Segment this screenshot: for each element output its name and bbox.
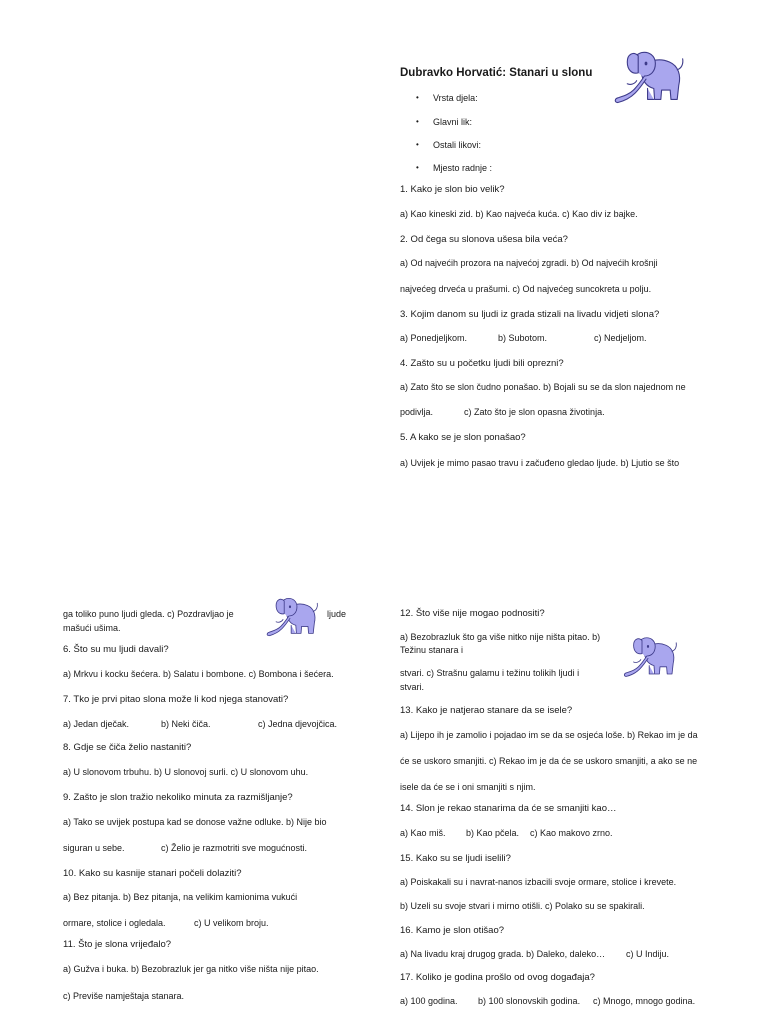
answer-text: isele da će se i oni smanjiti s njim. — [400, 782, 536, 792]
question-text: 13. Kako je natjerao stanare da se isele? — [400, 705, 573, 716]
answer-text: a) Tako se uvijek postupa kad se donose važne odluke. b) Nije bio — [63, 817, 327, 827]
answer-text: c) Mnogo, mnogo godina. — [593, 996, 696, 1006]
elephant-icon — [618, 628, 678, 684]
answer-text: Težinu stanara i — [400, 645, 464, 655]
answer-text: će se uskoro smanjiti. c) Rekao im je da će se uskoro smanjiti, a ako se ne — [400, 756, 698, 766]
bottom-left-section — [63, 600, 363, 1020]
answer-text: b) 100 slonovskih godina. — [478, 996, 581, 1006]
answer-text: b) Kao pčela. — [466, 828, 520, 838]
answer-text: a) Uvijek je mimo pasao travu i začuđeno gledao ljude. b) Ljutio se što — [400, 458, 680, 468]
question-text: 8. Gdje se čiča želio nastaniti? — [63, 742, 192, 753]
answer-text: a) Ponedjeljkom. — [400, 333, 468, 343]
info-item: • Ostali likovi: — [433, 139, 481, 151]
answer-text: a) 100 godina. — [400, 996, 458, 1006]
answer-text: c) Kao makovo zrno. — [530, 828, 613, 838]
answer-text: a) Jedan dječak. — [63, 719, 130, 729]
answer-text: a) Bez pitanja. b) Bez pitanja, na velikim kamionima vukući — [63, 892, 298, 902]
answer-text: c) Zato što je slon opasna životinja. — [464, 407, 605, 417]
elephant-icon — [261, 590, 319, 642]
question-text: 14. Slon je rekao stanarima da će se smanjiti kao… — [400, 803, 617, 814]
answer-text: stvari. — [400, 682, 425, 692]
answer-text: ga toliko puno ljudi gleda. c) Pozdravljao je — [63, 609, 234, 619]
answer-text: a) Kao miš. — [400, 828, 446, 838]
answer-text: a) Na livadu kraj drugog grada. b) Daleko, daleko… — [400, 949, 606, 959]
question-text: 17. Koliko je godina prošlo od ovog događaja? — [400, 972, 595, 983]
answer-text: c) Želio je razmotriti sve mogućnosti. — [161, 843, 308, 853]
question-text: 11. Što je slona vrijeđalo? — [63, 939, 172, 950]
answer-text: najvećeg drveća u prašumi. c) Od najvećeg suncokreta u polju. — [400, 284, 652, 294]
answer-text: podivlja. — [400, 407, 434, 417]
answer-text: a) Kao kineski zid. b) Kao najveća kuća. c) Kao div iz bajke. — [400, 209, 638, 219]
answer-text: a) Od najvećih prozora na najvećoj zgradi. b) Od najvećih krošnji — [400, 258, 658, 268]
question-text: 16. Kamo je slon otišao? — [400, 925, 505, 936]
answer-text: siguran u sebe. — [63, 843, 125, 853]
question-text: 15. Kako su se ljudi iselili? — [400, 853, 511, 864]
elephant-icon — [607, 40, 685, 112]
info-item: • Vrsta djela: — [433, 92, 478, 104]
answer-text: c) Previše namještaja stanara. — [63, 991, 185, 1001]
answer-text: b) Neki čiča. — [161, 719, 211, 729]
answer-text: a) U slonovom trbuhu. b) U slonovoj surli. c) U slonovom uhu. — [63, 767, 309, 777]
answer-text: stvari. c) Strašnu galamu i težinu tolikih ljudi i — [400, 668, 580, 678]
question-text: 6. Što su mu ljudi davali? — [63, 644, 169, 655]
answer-text: c) U Indiju. — [626, 949, 670, 959]
answer-text: a) Gužva i buka. b) Bezobrazluk jer ga nitko više ništa nije pitao. — [63, 964, 319, 974]
question-text: 9. Zašto je slon tražio nekoliko minuta za razmišljanje? — [63, 792, 293, 803]
answer-text: c) U velikom broju. — [194, 918, 269, 928]
answer-text: a) Poiskakali su i navrat-nanos izbacili svoje ormare, stolice i krevete. — [400, 877, 677, 887]
question-text: 12. Što više nije mogao podnositi? — [400, 608, 545, 619]
question-text: 7. Tko je prvi pitao slona može li kod njega stanovati? — [63, 694, 289, 705]
question-text: 3. Kojim danom su ljudi iz grada stizali na livadu vidjeti slona? — [400, 309, 660, 320]
answer-text: a) Zato što se slon čudno ponašao. b) Bojali su se da slon najednom ne — [400, 382, 686, 392]
question-text: 2. Od čega su slonova ušesa bila veća? — [400, 234, 568, 245]
answer-text: mašući ušima. — [63, 623, 121, 633]
page-title: Dubravko Horvatić: Stanari u slonu — [400, 67, 593, 79]
top-right-section — [400, 0, 760, 480]
answer-text: c) Nedjeljom. — [594, 333, 647, 343]
question-text: 1. Kako je slon bio velik? — [400, 184, 505, 195]
question-text: 4. Zašto su u početku ljudi bili oprezni? — [400, 358, 564, 369]
answer-text: a) Bezobrazluk što ga više nitko nije ništa pitao. b) — [400, 632, 601, 642]
answer-text: a) Lijepo ih je zamolio i pojadao im se da se osjeća loše. b) Rekao im je da — [400, 730, 698, 740]
info-item: • Mjesto radnje : — [433, 162, 492, 174]
answer-text: c) Jedna djevojčica. — [258, 719, 338, 729]
answer-text: b) Uzeli su svoje stvari i mirno otišli. c) Polako su se spakirali. — [400, 901, 645, 911]
answer-text: ljude — [327, 609, 347, 619]
question-text: 5. A kako se je slon ponašao? — [400, 432, 526, 443]
answer-text: a) Mrkvu i kocku šećera. b) Salatu i bombone. c) Bombona i šećera. — [63, 669, 334, 679]
answer-text: ormare, stolice i ogledala. — [63, 918, 166, 928]
question-text: 10. Kako su kasnije stanari počeli dolaziti? — [63, 868, 242, 879]
bottom-right-section — [400, 600, 740, 1020]
answer-text: b) Subotom. — [498, 333, 548, 343]
info-item: • Glavni lik: — [433, 116, 472, 128]
